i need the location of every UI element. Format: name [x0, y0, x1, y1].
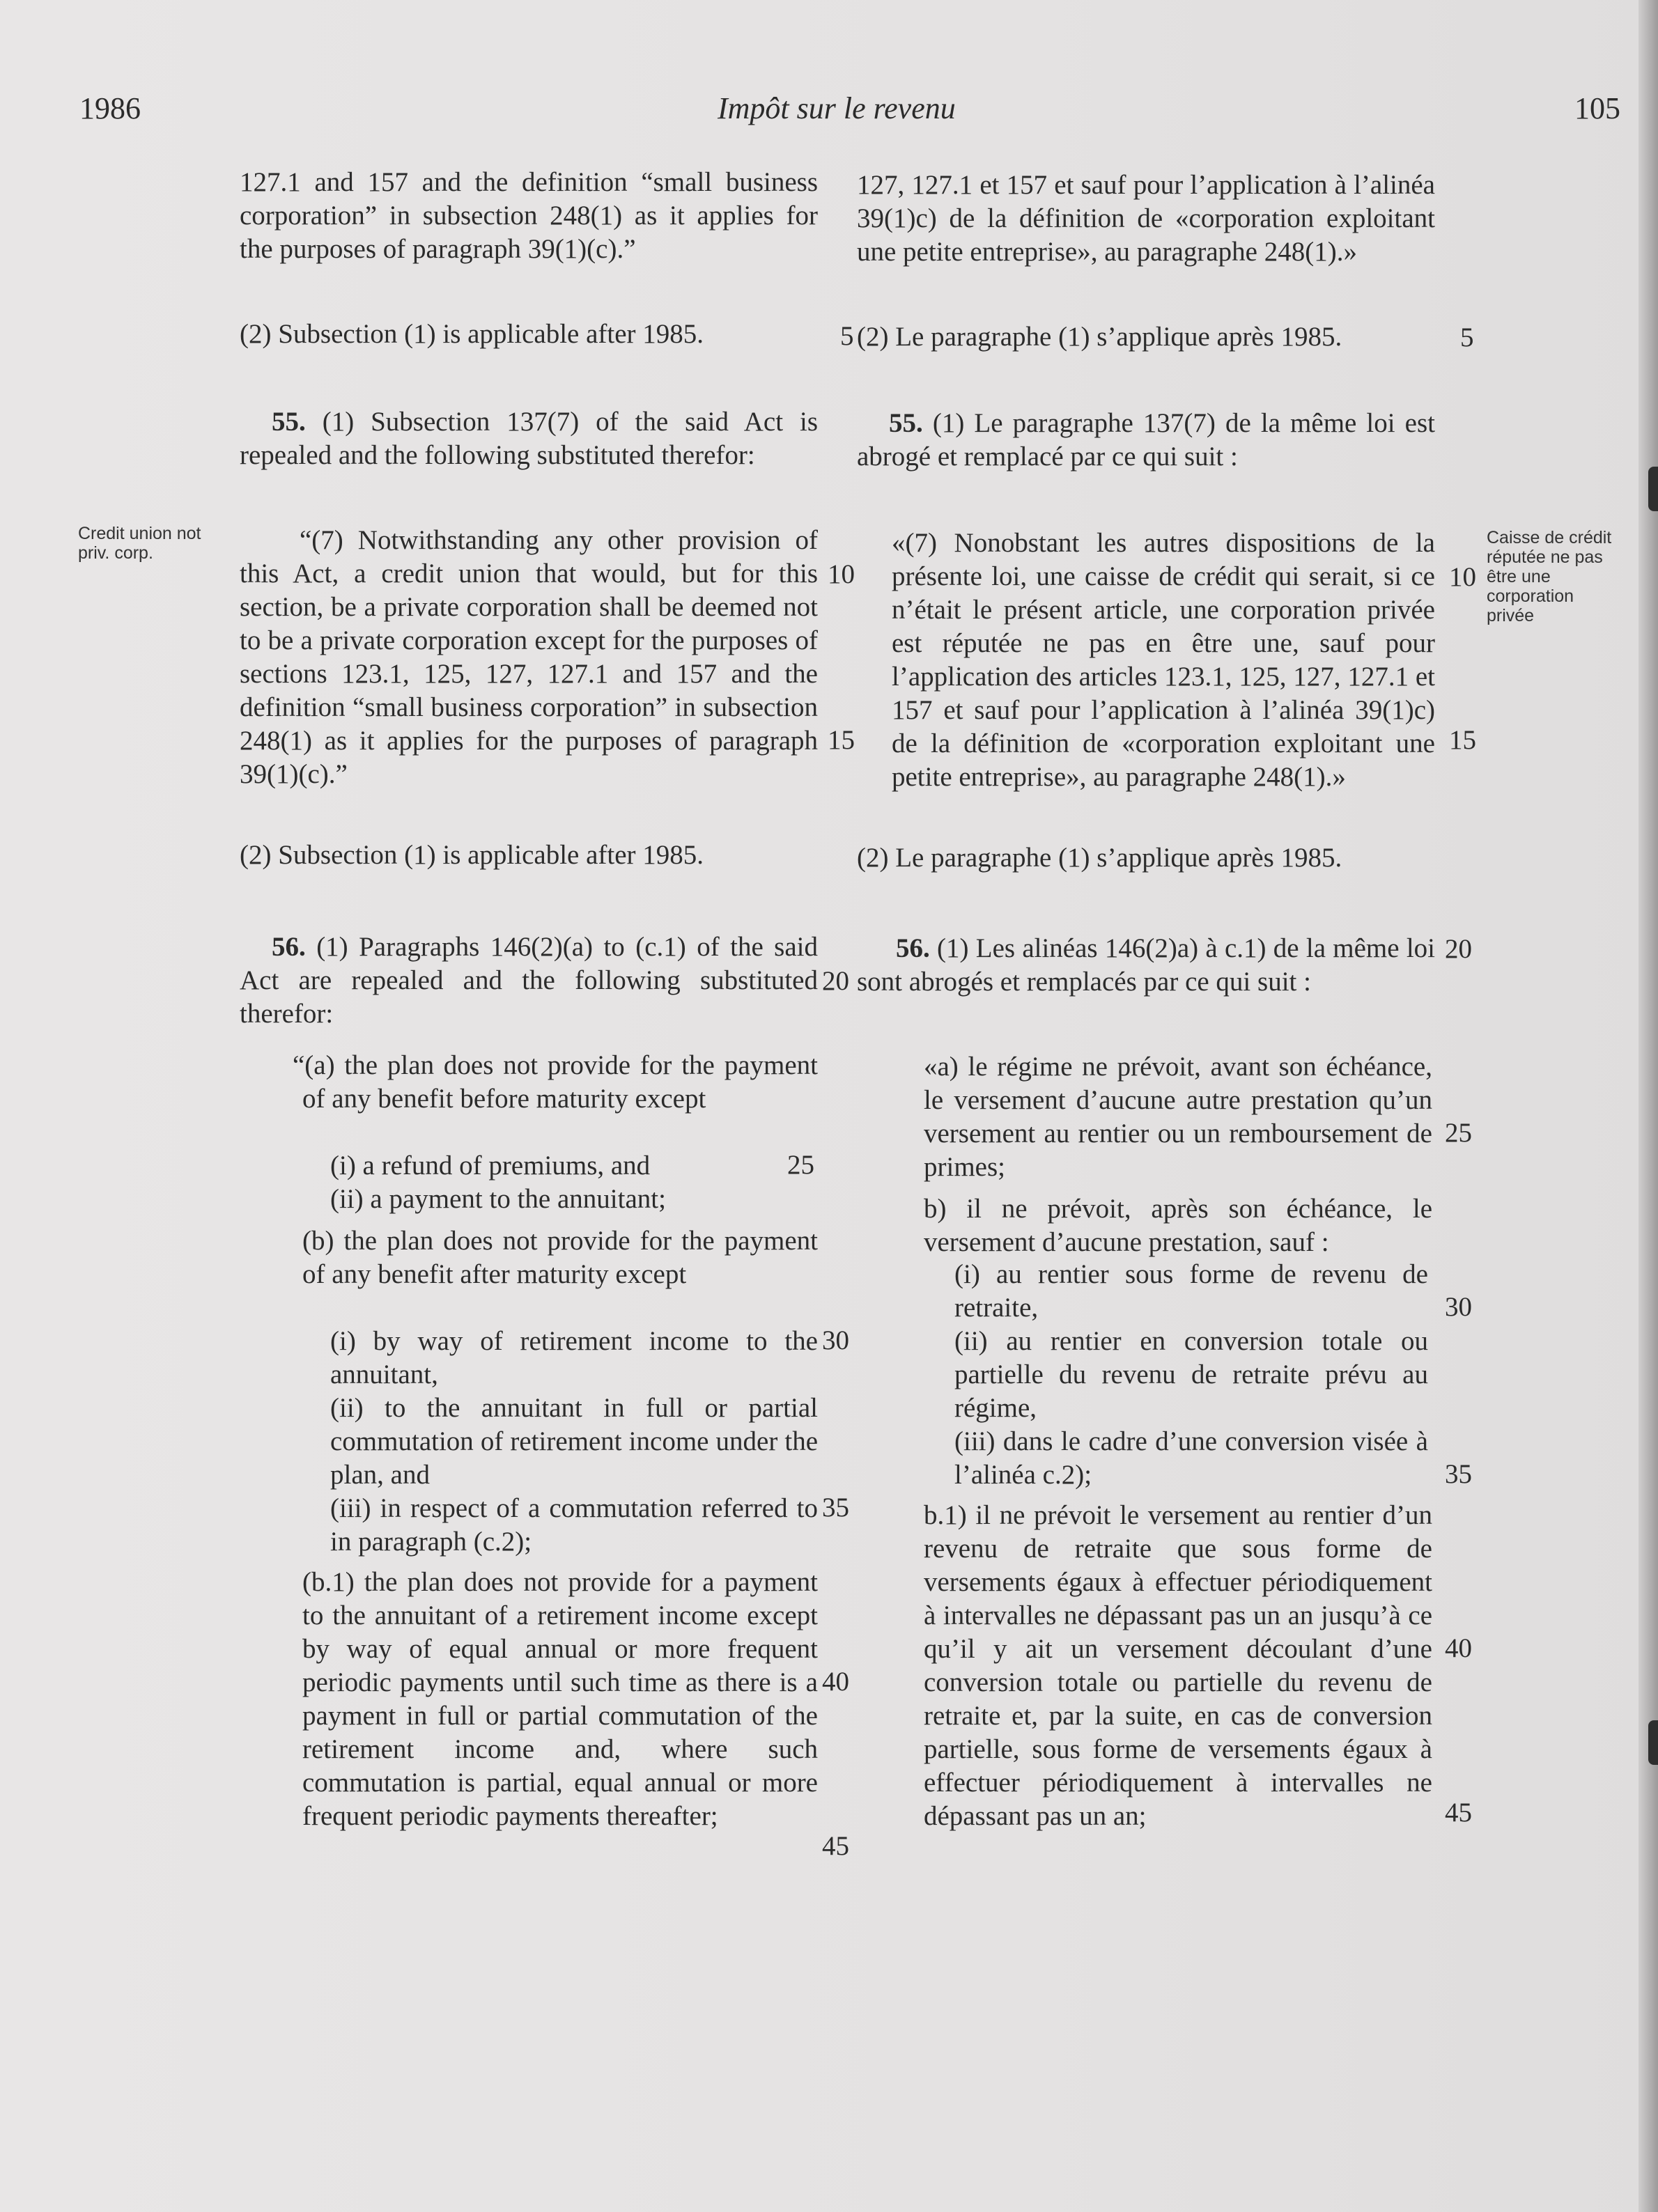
en-subsection-2: (2) Subsection (1) is applicable after 1985.	[240, 319, 704, 349]
fr-line-number: 25	[1445, 1118, 1472, 1148]
fr-line-number: 10	[1449, 562, 1476, 592]
page-number: 105	[1574, 91, 1620, 125]
en-paragraph-b-iii: (iii) in respect of a commutation referred to in paragraph (c.2);	[330, 1493, 818, 1557]
en-line-number: 20	[822, 966, 849, 996]
margin-note-caisse-credit: Caisse de crédit réputée ne pas être une corporation privée	[1487, 528, 1612, 625]
en-section-56	[240, 930, 818, 1031]
en-paragraph-b: (b) the plan does not provide for the payment of any benefit after maturity except	[302, 1226, 818, 1289]
fr-section-56	[857, 932, 1435, 999]
fr-section-55-text: (1) Le paragraphe 137(7) de la même loi est abrogé et remplacé par ce qui suit :	[857, 408, 1435, 472]
fr-subsection-7: «(7) Nonobstant les autres dispositions de la présente loi, une caisse de crédit qui serait, si ce n’était le présent article, une corporation privée est réputée ne pas en être une, sauf pour l’application des articles 123.1, 125, 127, 127.1 et 157 et sauf pour l’application à l’alinéa 39(1)c) de la définition de «corporation exploitant une petite entreprise», au paragraphe 248(1).»	[892, 528, 1435, 792]
en-continuation-paragraph: 127.1 and 157 and the definition “small business corporation” in subsection 248(1) as it applies for the purposes of paragraph 39(1)(c).”	[240, 167, 818, 264]
en-section-56-text: (1) Paragraphs 146(2)(a) to (c.1) of the said Act are repealed and the following substituted therefor:	[240, 932, 818, 1029]
en-line-number: 15	[828, 725, 855, 755]
fr-continuation-paragraph: 127, 127.1 et 157 et sauf pour l’application à l’alinéa 39(1)c) de la définition de «corporation exploitant une petite entreprise», au paragraphe 248(1).»	[857, 170, 1435, 267]
en-section-55-number: 55.	[272, 407, 306, 437]
en-section-56-number: 56.	[272, 932, 306, 962]
header-year: 1986	[79, 91, 141, 125]
en-section-55-text: (1) Subsection 137(7) of the said Act is repealed and the following substituted therefor:	[240, 407, 819, 470]
en-paragraph-a-i: (i) a refund of premiums, and	[330, 1151, 651, 1181]
binding-tab-mark	[1648, 1720, 1658, 1765]
fr-paragraph-b-i: (i) au rentier sous forme de revenu de retraite,	[954, 1259, 1428, 1323]
en-paragraph-b-ii: (ii) to the annuitant in full or partial commutation of retirement income under the plan, and	[330, 1393, 818, 1490]
fr-line-number: 35	[1445, 1459, 1472, 1489]
fr-section-56-number: 56.	[896, 933, 930, 963]
binding-tab-mark	[1648, 467, 1658, 511]
en-line-number: 35	[822, 1493, 849, 1522]
en-paragraph-b-i: (i) by way of retirement income to the annuitant,	[330, 1326, 818, 1389]
en-line-number: 40	[822, 1667, 849, 1697]
header-title: Impôt sur le revenu	[718, 91, 956, 125]
fr-section-56-text: (1) Les alinéas 146(2)a) à c.1) de la même loi sont abrogés et remplacés par ce qui suit :	[857, 933, 1435, 997]
en-line-number: 5	[840, 321, 854, 351]
fr-line-number: 20	[1445, 934, 1472, 964]
fr-section-55-number: 55.	[889, 408, 923, 438]
fr-paragraph-a: «a) le régime ne prévoit, avant son échéance, le versement d’aucune autre prestation qu’un versement au rentier ou un remboursement de primes;	[924, 1052, 1432, 1182]
fr-line-number: 30	[1445, 1292, 1472, 1322]
fr-section-55	[857, 407, 1435, 474]
fr-paragraph-b1: b.1) il ne prévoit le versement au rentier d’un revenu de retraite que sous forme de versements égaux à effectuer périodiquement à intervalles ne dépassant pas un an jusqu’à ce qu’il y ait un versement découlant d’une conversion totale ou partielle du revenu de retraite et, par la suite, en cas de conversion partielle, sous forme de versements égaux à effectuer périodiquement à intervalles ne dépassant pas un an;	[924, 1500, 1432, 1831]
fr-line-number: 15	[1449, 725, 1476, 755]
en-section-55-2: (2) Subsection (1) is applicable after 1985.	[240, 840, 704, 870]
en-line-number: 30	[822, 1325, 849, 1355]
en-paragraph-a: “(a) the plan does not provide for the payment of any benefit before maturity except	[293, 1050, 818, 1114]
fr-line-number: 40	[1445, 1633, 1472, 1663]
fr-paragraph-b-iii: (iii) dans le cadre d’une conversion visée à l’alinéa c.2);	[954, 1426, 1428, 1490]
fr-section-55-2: (2) Le paragraphe (1) s’applique après 1985.	[857, 843, 1342, 873]
en-line-number: 45	[822, 1831, 849, 1861]
fr-subsection-2: (2) Le paragraphe (1) s’applique après 1985.	[857, 322, 1342, 352]
en-line-number: 10	[828, 559, 855, 589]
fr-line-number: 5	[1460, 322, 1474, 352]
fr-paragraph-b-ii: (ii) au rentier en conversion totale ou partielle du revenu de retraite prévu au régime,	[954, 1326, 1428, 1423]
fr-paragraph-b: b) il ne prévoit, après son échéance, le versement d’aucune prestation, sauf :	[924, 1194, 1432, 1257]
en-paragraph-b1: (b.1) the plan does not provide for a payment to the annuitant of a retirement income except by way of equal annual or more frequent periodic payments until such time as there is a payment in full or partial commutation of the retirement income and, where such commutation is partial, equal annual or more frequent periodic payments thereafter;	[302, 1567, 818, 1831]
en-line-number: 25	[787, 1150, 814, 1180]
en-paragraph-a-ii: (ii) a payment to the annuitant;	[330, 1184, 666, 1214]
page-edge-shadow	[1638, 0, 1658, 2212]
fr-line-number: 45	[1445, 1798, 1472, 1828]
en-section-55	[240, 405, 818, 472]
en-subsection-7: “(7) Notwithstanding any other provision of this Act, a credit union that would, but for this section, be a private corporation shall be deemed not to be a private corporation except for the purposes of sections 123.1, 125, 127, 127.1 and 157 and the definition “small business corporation” in subsection 248(1) as it applies for the purposes of paragraph 39(1)(c).”	[240, 525, 818, 789]
margin-note-credit-union: Credit union not priv. corp.	[78, 524, 201, 563]
